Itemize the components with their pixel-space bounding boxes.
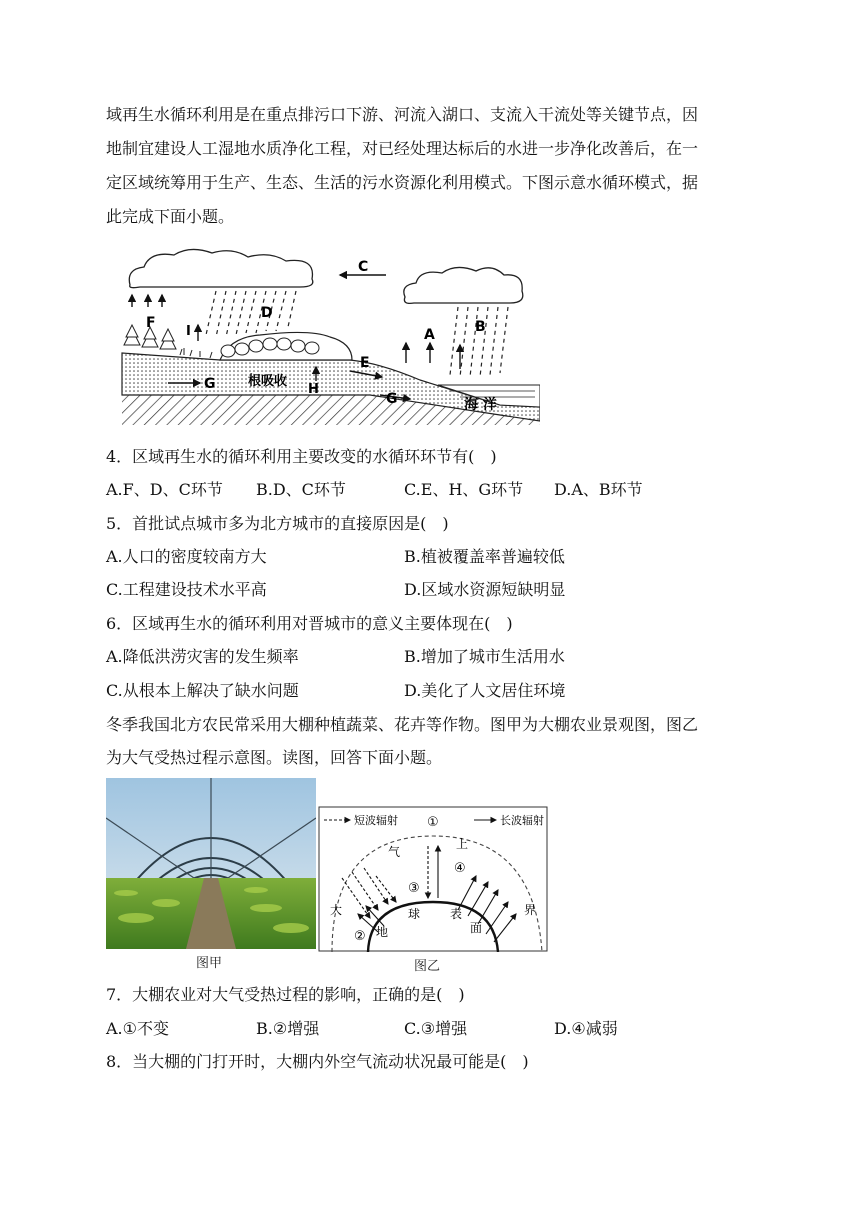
fig-jia-caption: 图甲 — [196, 956, 223, 971]
water-cycle-figure — [120, 245, 540, 425]
label-g-soil: G — [204, 376, 216, 392]
greenhouse-illustration — [106, 778, 316, 949]
intro2-line-1: 冬季我国北方农民常采用大棚种植蔬菜、花卉等作物。图甲为大棚农业景观图，图乙 — [106, 715, 699, 734]
q7-option-a[interactable]: A.①不变 — [106, 1019, 169, 1038]
word-qiu: 球 — [408, 907, 421, 921]
label-root: 根吸收 — [248, 374, 288, 389]
label-h: H — [308, 382, 319, 397]
word-mian: 面 — [470, 921, 483, 935]
label-a: A — [424, 327, 435, 343]
mark-3: ③ — [408, 881, 420, 896]
intro1-line-4: 此完成下面小题。 — [106, 207, 235, 226]
q4-option-b[interactable]: B.D、C环节 — [256, 480, 346, 499]
label-i: I — [186, 324, 191, 339]
land-cloud — [129, 249, 313, 287]
intro1-line-1: 域再生水循环利用是在重点排污口下游、河流入湖口、支流入干流处等关键节点，因 — [106, 105, 699, 124]
word-biao: 表 — [450, 907, 463, 921]
intro1-line-2: 地制宜建设人工湿地水质净化工程，对已经处理达标后的水进一步净化改善后，在一 — [106, 139, 699, 158]
q5-option-a[interactable]: A.人口的密度较南方大 — [106, 547, 267, 566]
label-d: D — [261, 305, 273, 321]
q6-option-a[interactable]: A.降低洪涝灾害的发生频率 — [106, 647, 299, 666]
mark-1: ① — [427, 815, 439, 830]
q6-stem: 6．区域再生水的循环利用对晋城市的意义主要体现在( ) — [106, 614, 513, 633]
q5-option-b[interactable]: B.植被覆盖率普遍较低 — [404, 547, 565, 566]
fig-yi-caption: 图乙 — [414, 959, 441, 974]
label-b: B — [475, 319, 486, 335]
q8-stem: 8．当大棚的门打开时，大棚内外空气流动状况最可能是( ) — [106, 1052, 529, 1071]
legend-short-wave: 短波辐射 — [354, 814, 398, 827]
word-di: 地 — [376, 925, 389, 939]
mark-4: ④ — [454, 861, 466, 876]
q4-option-c[interactable]: C.E、H、G环节 — [404, 480, 524, 499]
label-c: C — [358, 259, 369, 275]
sea-cloud — [404, 267, 523, 303]
rain-b — [450, 307, 508, 377]
atmosphere-heating-diagram — [318, 806, 548, 952]
q6-option-b[interactable]: B.增加了城市生活用水 — [404, 647, 565, 666]
label-g-slope: G — [386, 391, 398, 407]
q7-option-b[interactable]: B.②增强 — [256, 1019, 320, 1038]
label-f: F — [146, 315, 156, 331]
q5-option-c[interactable]: C.工程建设技术水平高 — [106, 580, 267, 599]
q5-option-d[interactable]: D.区域水资源短缺明显 — [404, 580, 566, 599]
q7-option-d[interactable]: D.④减弱 — [554, 1019, 618, 1038]
q7-option-c[interactable]: C.③增强 — [404, 1019, 468, 1038]
q4-stem: 4．区域再生水的循环利用主要改变的水循环环节有( ) — [106, 447, 497, 466]
q4-option-a[interactable]: A.F、D、C环节 — [106, 480, 223, 499]
q6-option-c[interactable]: C.从根本上解决了缺水问题 — [106, 681, 299, 700]
q4-option-d[interactable]: D.A、B环节 — [554, 480, 643, 499]
word-jie: 界 — [524, 903, 537, 917]
water-cycle-diagram — [120, 245, 540, 425]
word-da: 大 — [330, 903, 343, 917]
label-e: E — [360, 355, 370, 371]
legend-long-wave: 长波辐射 — [500, 814, 544, 827]
atmosphere-heating-figure — [318, 806, 548, 952]
rain-d — [206, 291, 296, 337]
intro2-line-2: 为大气受热过程示意图。读图，回答下面小题。 — [106, 748, 443, 767]
q6-option-d[interactable]: D.美化了人文居住环境 — [404, 681, 566, 700]
q7-stem: 7．大棚农业对大气受热过程的影响，正确的是( ) — [106, 985, 465, 1004]
greenhouse-photo — [106, 778, 316, 949]
q5-stem: 5．首批试点城市多为北方城市的直接原因是( ) — [106, 514, 449, 533]
word-qi: 气 — [388, 845, 401, 859]
word-shang: 上 — [456, 837, 469, 851]
mark-2: ② — [354, 929, 366, 944]
label-sea: 海 洋 — [464, 397, 497, 413]
intro1-line-3: 定区域统筹用于生产、生态、生活的污水资源化利用模式。下图示意水循环模式，据 — [106, 173, 699, 192]
